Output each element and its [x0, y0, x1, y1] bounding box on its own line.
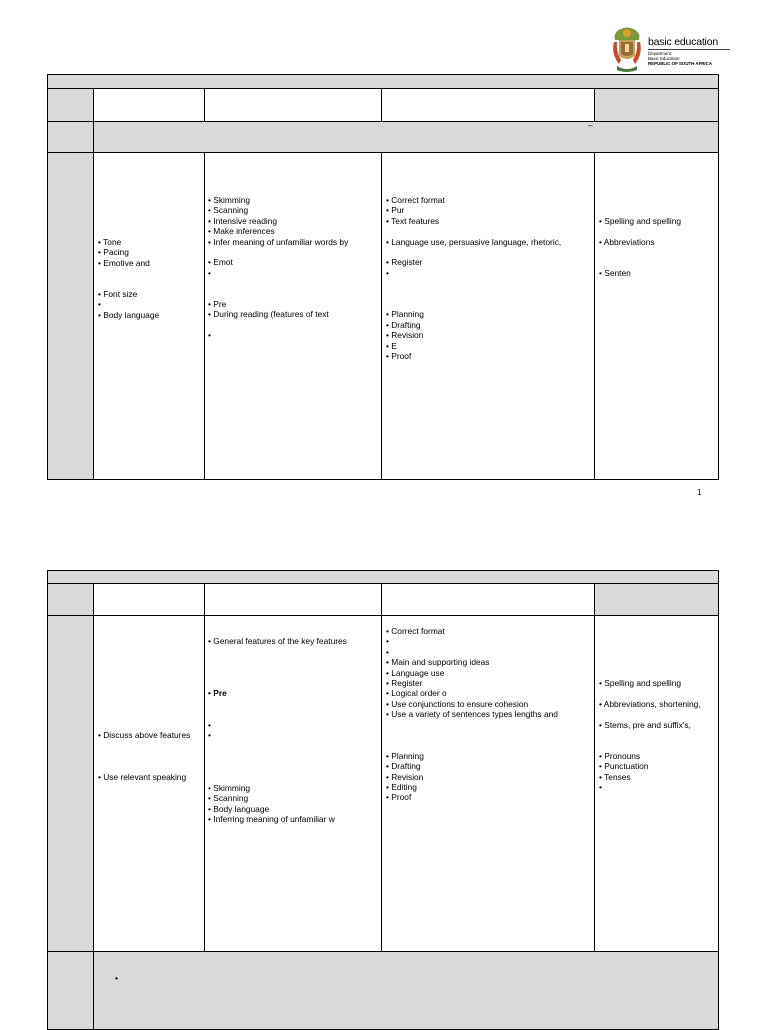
brand-rule — [648, 49, 730, 50]
list-item: • Stems, pre and suffix's, — [599, 719, 691, 730]
department-logo — [611, 26, 721, 74]
table-1-col-2 — [205, 153, 382, 479]
list-item: • Language use, persuasive language, rhetoric, — [386, 236, 562, 247]
list-item: • Proof — [386, 792, 412, 803]
list-item: • — [208, 330, 211, 341]
list-item: • Scanning — [208, 793, 249, 804]
list-item: • — [599, 782, 602, 792]
table-2-col-1 — [94, 616, 205, 952]
table-1-merged-left — [48, 122, 94, 153]
list-item: • Discuss above features — [98, 730, 191, 740]
list-item: • Register — [386, 257, 423, 268]
list-item: • Correct format — [386, 626, 445, 636]
list-item: • Text features — [386, 215, 440, 226]
table-1-header-cell — [595, 89, 718, 122]
list-item: • — [386, 267, 389, 278]
table-2 — [47, 570, 719, 1030]
table-2-header-cell — [94, 584, 205, 616]
list-item: • — [208, 720, 211, 730]
list-item: • Body language — [98, 309, 160, 320]
list-item: • Make inferences — [208, 226, 275, 237]
list-item: • — [386, 646, 389, 657]
table-2-title-row — [48, 571, 718, 584]
list-item: • Spelling and spelling — [599, 216, 682, 226]
list-item: • Pronouns — [599, 750, 641, 761]
table-2-header-cell — [48, 584, 94, 616]
list-item: • Spelling and spelling — [599, 678, 682, 688]
list-item: • Font size — [98, 289, 138, 299]
list-item: • — [98, 299, 101, 310]
list-item: • E — [386, 340, 397, 351]
dept-line-1: Department: — [648, 51, 673, 56]
list-item: • Correct format — [386, 195, 445, 205]
dept-line-2: Basic Education — [648, 56, 680, 61]
country-name: REPUBLIC OF SOUTH AFRICA — [648, 61, 712, 66]
list-item: • Language use — [386, 667, 445, 678]
table-1-col-4 — [595, 153, 718, 479]
table-1-col-1 — [94, 153, 205, 479]
list-item: • Revision — [386, 771, 424, 782]
list-item: • Proof — [386, 351, 412, 361]
list-item: • Drafting — [386, 761, 421, 772]
list-item: • Abbreviations, shortening, — [599, 698, 701, 709]
list-item: • Use conjunctions to ensure cohesion — [386, 698, 529, 709]
list-item: • Planning — [386, 750, 424, 761]
table-1-title-row — [48, 75, 718, 89]
table-2-footer-row — [94, 952, 718, 1029]
table-1-header-cell — [94, 89, 205, 122]
table-1-body-left — [48, 153, 94, 479]
table-2-footer-left — [48, 952, 94, 1029]
table-2-header-cell — [595, 584, 718, 616]
list-item: • Emot — [208, 257, 233, 268]
list-item: • Senten — [599, 268, 631, 278]
list-item: • Use relevant speaking — [98, 771, 187, 782]
list-item: • Intensive reading — [208, 215, 278, 226]
table-2-header-cell — [205, 584, 382, 616]
list-item: • Planning — [386, 309, 424, 320]
brand-name: basic education — [648, 36, 718, 48]
list-item: • Infer meaning of unfamiliar words by — [208, 236, 349, 247]
list-item: • Logical order o — [386, 688, 447, 699]
table-2-header-cell — [382, 584, 595, 616]
list-item: • Editing — [386, 782, 417, 792]
list-item: • Main and supporting ideas — [386, 657, 490, 668]
table-1-header-cell — [382, 89, 595, 122]
list-item: • — [208, 267, 211, 278]
list-item: • Punctuation — [599, 761, 649, 772]
list-item: • Drafting — [386, 319, 421, 330]
list-item: • Revision — [386, 330, 424, 341]
table-2-body-left — [48, 616, 94, 952]
list-item: • Abbreviations — [599, 236, 655, 247]
list-item: • Pacing — [98, 247, 129, 258]
list-item: • Use a variety of sentences types lengths and — [386, 709, 558, 720]
list-item: • Tone — [98, 237, 122, 247]
list-item: • Register — [386, 678, 423, 688]
coat-of-arms-icon — [611, 26, 643, 74]
table-1-header-cell — [205, 89, 382, 122]
table-1-col-3 — [382, 153, 595, 479]
list-item: • Pre — [208, 299, 227, 309]
list-item: • — [386, 636, 389, 647]
page-number: 1 — [697, 488, 702, 497]
table-2-col-4 — [595, 616, 718, 952]
list-item: • Scanning — [208, 205, 249, 216]
list-item: • Skimming — [208, 195, 251, 205]
table-2-col-3 — [382, 616, 595, 952]
footer-bullet: • — [115, 973, 118, 983]
table-2-col-2 — [205, 616, 382, 952]
table-1-header-cell — [48, 89, 94, 122]
list-item: • Body language — [208, 803, 270, 814]
list-item: • Tenses — [599, 771, 631, 782]
list-item: • Emotive and — [98, 257, 150, 268]
list-item: • General features of the key features — [208, 636, 347, 646]
table-2-col-2-pre: • Pre — [208, 688, 227, 698]
list-item: • During reading (features of text — [208, 309, 329, 320]
list-item: • Skimming — [208, 783, 251, 793]
list-item: • — [208, 730, 211, 741]
list-item: • Pur — [386, 205, 405, 216]
table-1 — [47, 74, 719, 480]
merged-dash: – — [588, 120, 593, 130]
table-1-merged-row — [94, 122, 718, 153]
list-item: • Inferring meaning of unfamiliar w — [208, 814, 335, 825]
